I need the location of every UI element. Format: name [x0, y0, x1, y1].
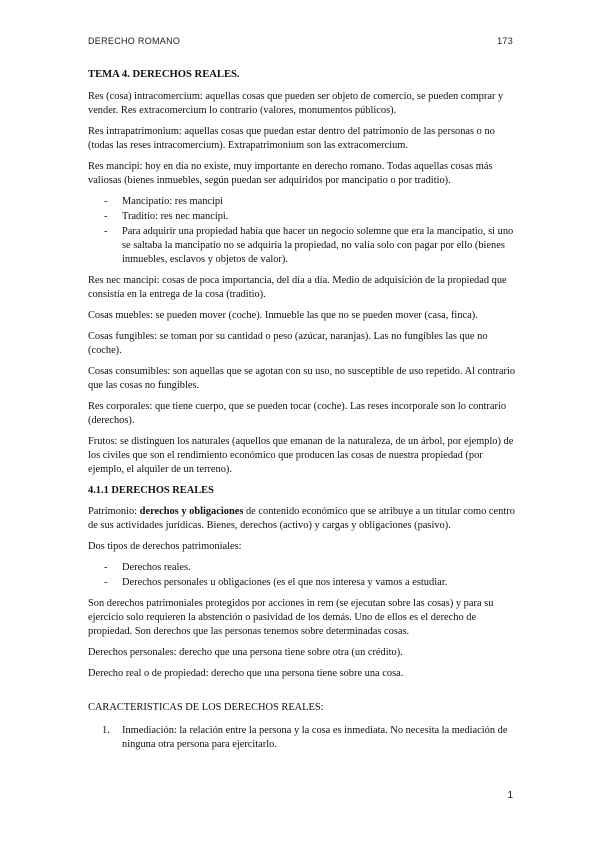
header-title: DERECHO ROMANO: [88, 36, 181, 46]
paragraph-cosas-muebles: Cosas muebles: se pueden mover (coche). Inmueble las que no se pueden mover (casa, finca).: [88, 310, 478, 321]
paragraph-derechos-patrimoniales: Son derechos patrimoniales protegidos por acciones in rem (se ejecutan sobre las cosas) y para su ejercicio solo requieren la abstención o pasividad de los demás. Uno de ellos es el derecho de propiedad. Son derechos que las personas tenemos sobre determinadas cosas.: [88, 598, 494, 637]
running-header: [88, 36, 513, 46]
paragraph-patrimonio: [88, 505, 518, 533]
footer-page-number: 1: [507, 790, 513, 801]
patrimonio-bold-term: derechos y obligaciones: [139, 506, 244, 517]
header-page-number: 173: [497, 36, 513, 46]
paragraph-res-mancipi: Res mancipi: hoy en día no existe, muy importante en derecho romano. Todas aquellas cosas más valiosas (bienes inmuebles, según puedan ser adquiridos por mancipatio o por traditio).: [88, 161, 493, 186]
list-item: - Traditio: res nec mancipi.: [88, 210, 518, 224]
paragraph-frutos: Frutos: se distinguen los naturales (aquellos que emanan de la naturaleza, de un árbol, por ejemplo) de los civiles que son el rendimiento económico que producen las cosas de nuestra propiedad (por ejemplo, el alquiler de un terreno).: [88, 436, 514, 475]
tipos-list: [88, 561, 518, 590]
chapter-title: TEMA 4. DERECHOS REALES.: [88, 69, 240, 80]
list-item: - Para adquirir una propiedad había que hacer un negocio solemne que era la mancipatio, si uno se saltaba la mancipatio no se adquiría la propiedad, no valía solo con pagar por ello (bienes inmuebles, esclavos y objetos de valor).: [88, 225, 518, 267]
list-item: - Derechos personales u obligaciones (es el que nos interesa y vamos a estudiar.: [88, 576, 518, 590]
paragraph-derechos-personales: Derechos personales: derecho que una persona tiene sobre otra (un crédito).: [88, 647, 403, 658]
list-item: - Derechos reales.: [88, 561, 518, 575]
paragraph-intrapatrimonium: Res intrapatrimonium: aquellas cosas que puedan estar dentro del patrimonio de las personas o no (todas las reses intracomercium). Extrapatrimonium son las extracomercium.: [88, 126, 495, 151]
paragraph-res-corporales: Res corporales: que tiene cuerpo, que se pueden tocar (coche). Las reses incorporale son lo contrario (derechos).: [88, 401, 507, 426]
patrimonio-rest: de contenido económico que se atribuye a un titular como centro de sus actividades jurídicas. Bienes, derechos (activo) y cargas y obligaciones (pasivo).: [88, 506, 515, 531]
list-item-text: Inmediación: la relación entre la persona y la cosa es inmediata. No necesita la mediación de ninguna otra persona para ejercitarlo.: [122, 725, 508, 750]
list-item-number: 1.: [102, 725, 110, 736]
list-item: - Mancipatio: res mancipi: [88, 195, 518, 209]
patrimonio-lead: Patrimonio:: [88, 506, 140, 517]
caracteristicas-title: CARACTERISTICAS DE LOS DERECHOS REALES:: [88, 702, 324, 713]
paragraph-intracomercium: Res (cosa) intracomercium: aquellas cosas que pueden ser objeto de comercio, se pueden comprar y vender. Res extracomercium lo contrario (valores, monumentos públicos).: [88, 91, 504, 116]
paragraph-derecho-real: Derecho real o de propiedad: derecho que una persona tiene sobre una cosa.: [88, 668, 404, 679]
paragraph-cosas-consumibles: Cosas consumibles: son aquellas que se agotan con su uso, no susceptible de uso repetido. Al contrario que las cosas no fungibles.: [88, 366, 516, 391]
caracteristicas-list: [88, 724, 518, 752]
list-item: [88, 724, 518, 752]
paragraph-cosas-fungibles: Cosas fungibles: se toman por su cantidad o peso (azúcar, naranjas). Las no fungibles las que no (coche).: [88, 331, 488, 356]
section-title: 4.1.1 DERECHOS REALES: [88, 485, 214, 496]
mancipi-list: [88, 195, 518, 267]
paragraph-res-nec-mancipi: Res nec mancipi: cosas de poca importancia, del día a día. Medio de adquisición de la propiedad que consistía en la entrega de la cosa (traditio).: [88, 275, 507, 300]
document-body: [88, 68, 518, 752]
paragraph-dos-tipos: Dos tipos de derechos patrimoniales:: [88, 541, 242, 552]
